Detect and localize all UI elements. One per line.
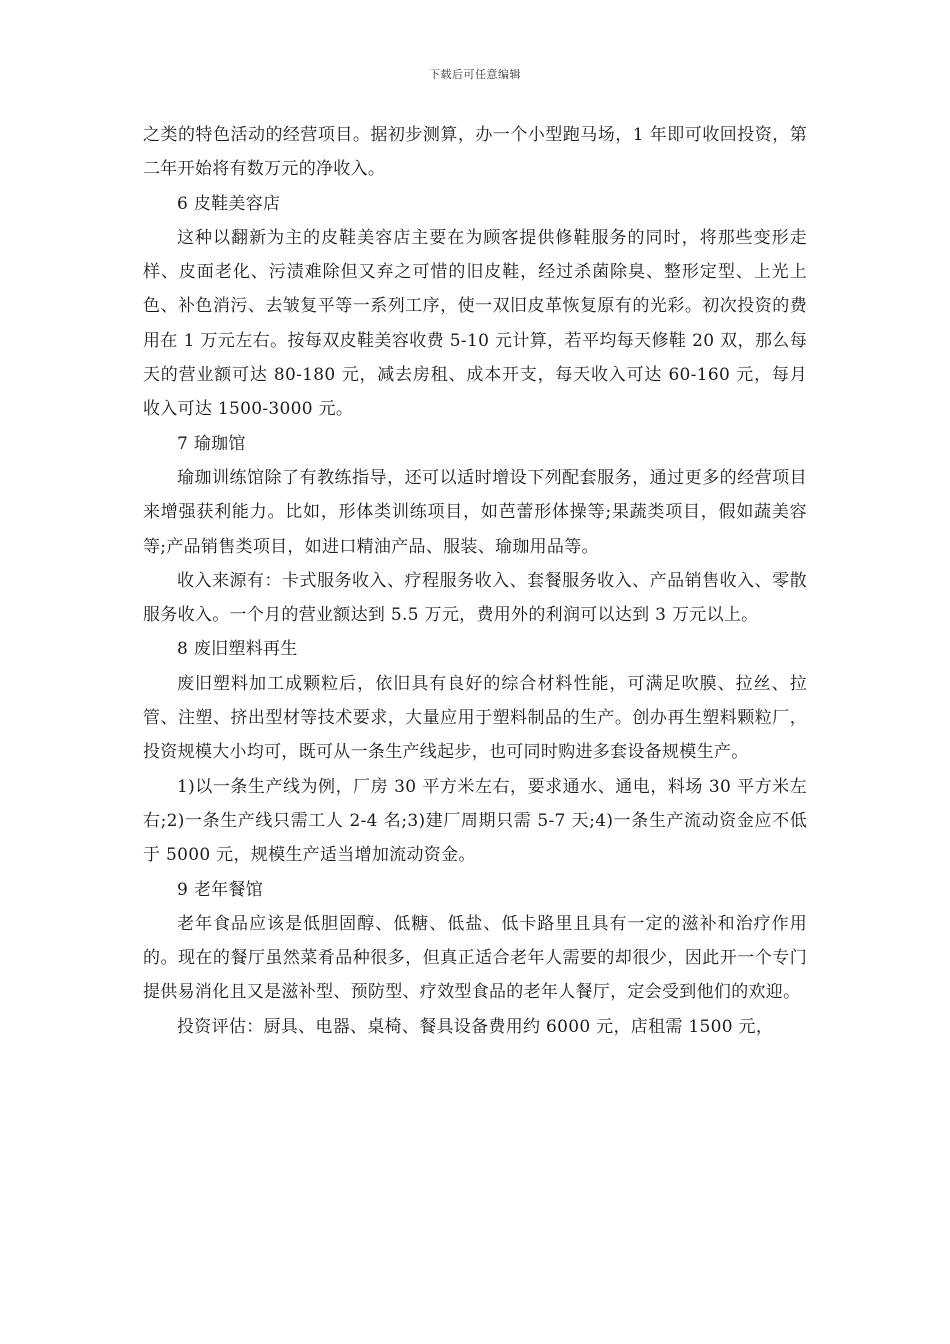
section-heading: 8 废旧塑料再生	[177, 639, 298, 660]
paragraph: 1)以一条生产线为例，厂房 30 平方米左右，要求通水、通电，料场 30 平方米左右;2)一条生产线只需工人 2-4 名;3)建厂周期只需 5-7 天;4)一条生产流动资金应不低于 5000 元，规模生产适当增加流动资金。	[143, 776, 807, 866]
paragraph: 这种以翻新为主的皮鞋美容店主要在为顾客提供修鞋服务的同时，将那些变形走样、皮面老化、污渍难除但又弃之可惜的旧皮鞋，经过杀菌除臭、整形定型、上光上色、补色消污、去皱复平等一系列工序，使一双旧皮革恢复原有的光彩。初次投资的费用在 1 万元左右。按每双皮鞋美容收费 5-10 元计算，若平均每天修鞋 20 双，那么每天的营业额可达 80-180 元，减去房租、成本开支，每天收入可达 60-160 元，每月收入可达 1500-3000 元。	[143, 227, 807, 420]
section-heading: 6 皮鞋美容店	[177, 193, 281, 214]
paragraph: 收入来源有：卡式服务收入、疗程服务收入、套餐服务收入、产品销售收入、零散服务收入。一个月的营业额达到 5.5 万元，费用外的利润可以达到 3 万元以上。	[143, 570, 807, 626]
paragraph: 老年食品应该是低胆固醇、低糖、低盐、低卡路里且具有一定的滋补和治疗作用的。现在的餐厅虽然菜肴品种很多，但真正适合老年人需要的却很少，因此开一个专门提供易消化且又是滋补型、预防型、疗效型食品的老年人餐厅，定会受到他们的欢迎。	[143, 913, 807, 1003]
paragraph: 瑜珈训练馆除了有教练指导，还可以适时增设下列配套服务，通过更多的经营项目来增强获利能力。比如，形体类训练项目，如芭蕾形体操等;果蔬类项目，假如蔬美容等;产品销售类项目，如进口精油产品、服装、瑜珈用品等。	[143, 467, 807, 557]
section-heading: 7 瑜珈馆	[177, 433, 246, 454]
page-header: 下载后可任意编辑	[429, 68, 521, 81]
document-body	[143, 118, 807, 1044]
section-heading: 9 老年餐馆	[177, 879, 264, 900]
paragraph: 之类的特色活动的经营项目。据初步测算，办一个小型跑马场，1 年即可收回投资，第二年开始将有数万元的净收入。	[143, 125, 807, 180]
paragraph: 废旧塑料加工成颗粒后，依旧具有良好的综合材料性能，可满足吹膜、拉丝、拉管、注塑、挤出型材等技术要求，大量应用于塑料制品的生产。创办再生塑料颗粒厂，投资规模大小均可，既可从一条生产线起步，也可同时购进多套设备规模生产。	[143, 673, 807, 763]
paragraph: 投资评估：厨具、电器、桌椅、餐具设备费用约 6000 元，店租需 1500 元，	[177, 1016, 774, 1037]
